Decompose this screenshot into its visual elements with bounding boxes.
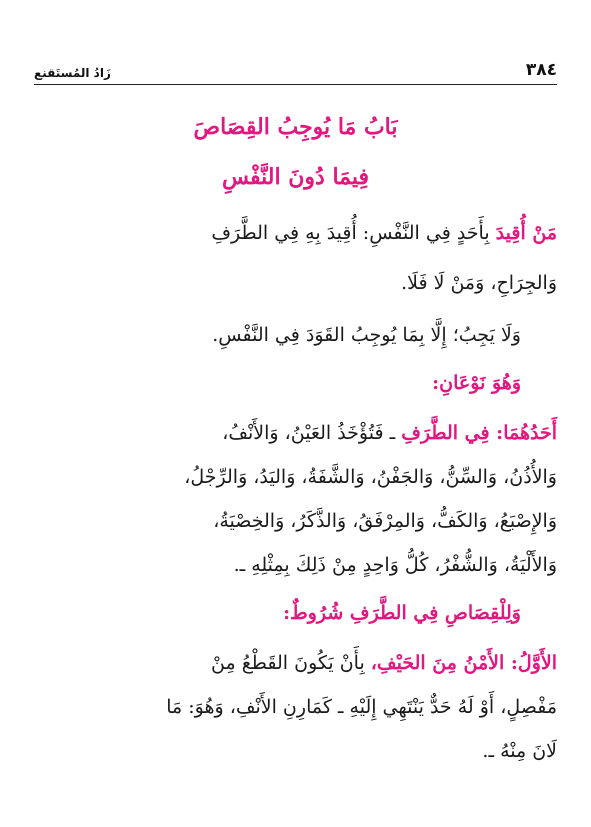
section-heading: وَلِلْقِصَاصِ فِي الطَّرَفِ شُرُوطٌ: <box>283 602 521 624</box>
text-line-9 <box>32 604 557 623</box>
text-line-5 <box>32 424 557 443</box>
highlighted-phrase: أَحَدُهُمَا: فِي الطَّرَفِ <box>401 422 557 444</box>
text-line-7: وَالإِصْبَعُ، وَالكَفُّ، وَالمِرْفَقُ، وَالذَّكَرُ، وَالخِصْيَةُ، <box>213 510 557 532</box>
highlighted-phrase: الأَوَّلُ: الأَمْنُ مِنَ الحَيْفِ، <box>370 652 557 674</box>
line-text: بِأَنْ يَكُونَ القَطْعُ مِنْ <box>211 652 371 674</box>
highlighted-phrase: مَنْ أُقِيدَ <box>495 222 557 244</box>
page-header <box>34 56 557 80</box>
text-line-2: وَالجِرَاحِ، وَمَنْ لَا فَلَا. <box>401 272 557 294</box>
running-title: زَادُ المُستَقنع <box>34 66 111 80</box>
text-line-6: وَالأُذُنُ، وَالسِّنُّ، وَالجَفْنُ، وَالشَّفَةُ، وَاليَدُ، وَالرِّجْلُ، <box>184 466 557 488</box>
section-heading: وَهُوَ نَوْعَانِ: <box>432 372 521 394</box>
chapter-title-line-1: بَابُ مَا يُوجِبُ القِصَاصَ <box>193 114 398 140</box>
text-line-1 <box>32 224 557 243</box>
chapter-title-line-2: فِيمَا دُونَ النَّفْسِ <box>221 164 370 190</box>
header-divider <box>34 84 557 85</box>
text-line-4 <box>32 374 557 393</box>
page-number: ٣٨٤ <box>525 60 557 80</box>
text-line-11: مَفْصِلٍ، أَوْ لَهُ حَدٌّ يَنْتَهِي إِلَيْهِ ـ كَمَارِنِ الأَنْفِ، وَهُوَ: مَا <box>166 696 557 718</box>
text-line-8: وَالأَلْيَةُ، وَالشُّفْرُ، كُلُّ وَاحِدٍ مِنْ ذَلِكَ بِمِثْلِهِ ـ. <box>233 554 557 576</box>
line-text: ـ فَتُؤْخَذُ العَيْنُ، وَالأَنْفُ، <box>222 422 402 444</box>
text-line-3: وَلَا يَجِبُ؛ إِلَّا بِمَا يُوجِبُ القَوَدَ فِي النَّفْسِ. <box>212 324 521 346</box>
text-line-12: لَانَ مِنْهُ ـ. <box>482 740 557 762</box>
text-line-10 <box>32 654 557 673</box>
line-text: بِأَحَدٍ فِي النَّفْسِ: أُقِيدَ بِهِ فِي الطَّرَفِ <box>211 222 496 244</box>
